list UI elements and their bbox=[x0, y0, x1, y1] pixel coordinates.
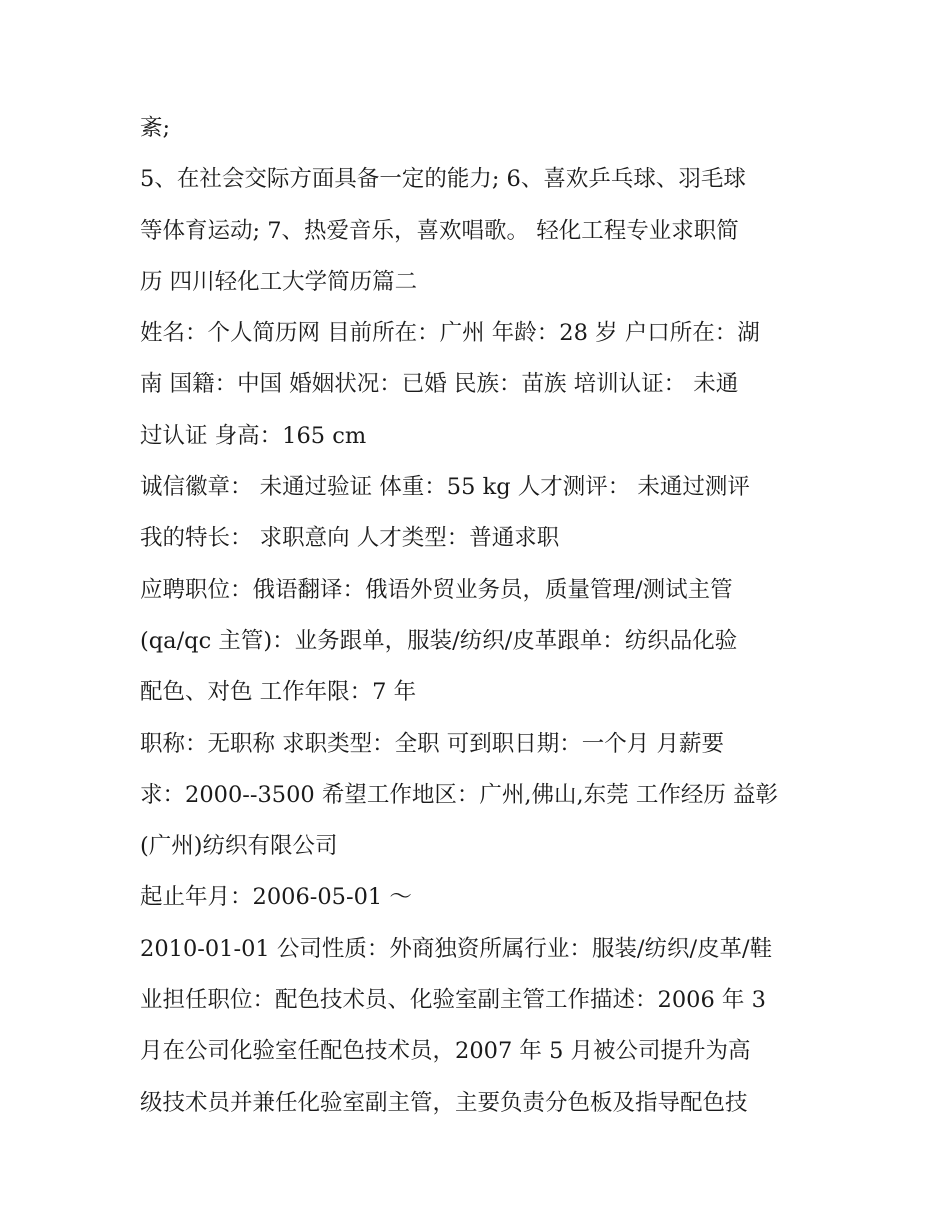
text-line: 5、在社会交际方面具备一定的能力; 6、喜欢乒乓球、羽毛球 bbox=[140, 166, 746, 193]
text-line: 南 国籍：中国 婚姻状况：已婚 民族：苗族 培训认证： 未通 bbox=[140, 371, 739, 398]
text-line: 求：2000--3500 希望工作地区：广州,佛山,东莞 工作经历 益彰 bbox=[140, 781, 778, 808]
text-line: 诚信徽章： 未通过验证 体重：55 kg 人才测评： 未通过测评 bbox=[140, 474, 750, 501]
text-line: 紊; bbox=[140, 115, 171, 141]
text-line: 业担任职位：配色技术员、化验室副主管工作描述：2006 年 3 bbox=[140, 987, 766, 1014]
text-line: 职称：无职称 求职类型：全职 可到职日期：一个月 月薪要 bbox=[140, 730, 724, 757]
text-line: 过认证 身高：165 cm bbox=[140, 422, 367, 449]
text-line: 级技术员并兼任化验室副主管，主要负责分色板及指导配色技 bbox=[140, 1089, 748, 1116]
text-line: 月在公司化验室任配色技术员，2007 年 5 月被公司提升为高 bbox=[140, 1038, 751, 1065]
text-line: 等体育运动; 7、热爱音乐，喜欢唱歌。 轻化工程专业求职简 bbox=[140, 217, 739, 244]
document-body-text bbox=[140, 103, 820, 1129]
text-line: 姓名：个人简历网 目前所在：广州 年龄：28 岁 户口所在：湖 bbox=[140, 320, 760, 347]
text-line: 2010-01-01 公司性质：外商独资所属行业：服装/纺织/皮革/鞋 bbox=[140, 935, 773, 962]
text-line: 配色、对色 工作年限：7 年 bbox=[140, 679, 417, 706]
text-line: 起止年月：2006-05-01 ～ bbox=[140, 884, 412, 911]
text-line: (qa/qc 主管)：业务跟单，服装/纺织/皮革跟单：纺织品化验 bbox=[140, 627, 738, 654]
text-line: (广州)纺织有限公司 bbox=[140, 833, 338, 860]
text-line: 我的特长： 求职意向 人才类型：普通求职 bbox=[140, 525, 560, 552]
text-line: 历 四川轻化工大学简历篇二 bbox=[140, 268, 418, 295]
text-line: 应聘职位：俄语翻译：俄语外贸业务员，质量管理/测试主管 bbox=[140, 576, 733, 603]
